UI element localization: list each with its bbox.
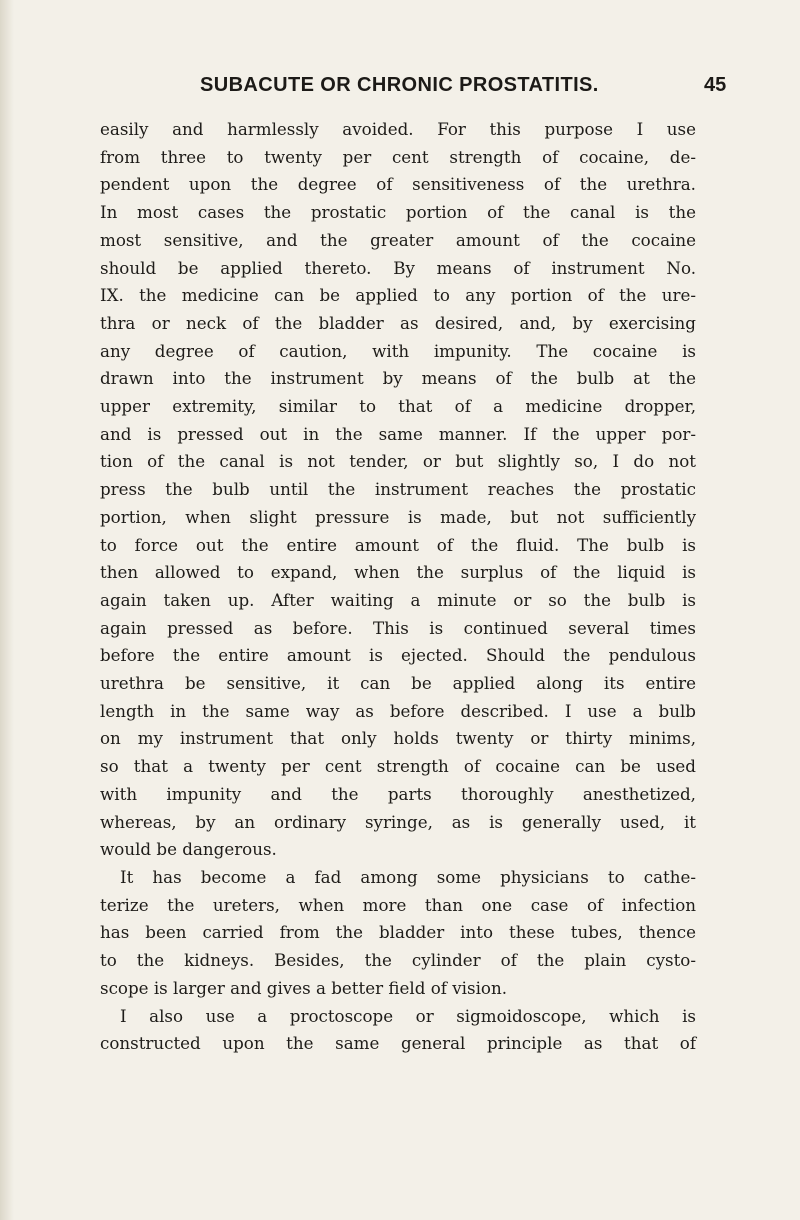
text-line: portion, when slight pressure is made, but not sufficiently [100, 506, 696, 527]
text-line: from three to twenty per cent strength of cocaine, de- [100, 146, 696, 167]
text-line: so that a twenty per cent strength of cocaine can be used [100, 756, 696, 777]
text-line: then allowed to expand, when the surplus of the liquid is [100, 562, 696, 583]
text-line: on my instrument that only holds twenty or thirty minims, [100, 728, 696, 749]
text-line: press the bulb until the instrument reaches the prostatic [100, 479, 696, 500]
text-line: terize the ureters, when more than one case of infection [100, 894, 696, 915]
text-line: to the kidneys. Besides, the cylinder of the plain cysto- [100, 950, 696, 971]
page-gutter-shadow [0, 0, 14, 1220]
text-line: scope is larger and gives a better field of vision. [100, 977, 508, 998]
running-title: SUBACUTE OR CHRONIC PROSTATITIS. [200, 74, 599, 96]
text-line: easily and harmlessly avoided. For this purpose I use [100, 119, 696, 139]
text-line: length in the same way as before described. I use a bulb [100, 700, 696, 721]
paragraph [100, 864, 696, 1003]
text-line: and is pressed out in the same manner. If the upper por- [100, 423, 696, 444]
text-line: has been carried from the bladder into these tubes, thence [100, 922, 696, 943]
text-line: to force out the entire amount of the fluid. The bulb is [100, 534, 696, 555]
paragraph [100, 116, 696, 864]
text-line: whereas, by an ordinary syringe, as is generally used, it [100, 811, 696, 832]
text-line: again taken up. After waiting a minute or so the bulb is [100, 589, 696, 610]
text-line: again pressed as before. This is continued several times [100, 617, 696, 638]
running-header [0, 74, 800, 104]
text-line: should be applied thereto. By means of instrument No. [100, 257, 696, 278]
text-line: tion of the canal is not tender, or but slightly so, I do not [100, 451, 696, 472]
page-number: 45 [704, 74, 727, 96]
paragraph [100, 1003, 696, 1058]
text-line: before the entire amount is ejected. Should the pendulous [100, 645, 696, 666]
text-line: urethra be sensitive, it can be applied along its entire [100, 673, 696, 694]
text-line: drawn into the instrument by means of the bulb at the [100, 368, 696, 389]
text-line: IX. the medicine can be applied to any portion of the ure- [100, 285, 696, 306]
text-line: pendent upon the degree of sensitiveness of the urethra. [100, 174, 696, 195]
body-text [100, 116, 696, 1058]
text-line: It has become a fad among some physicians to cathe- [120, 866, 696, 887]
text-line: thra or neck of the bladder as desired, and, by exercising [100, 312, 696, 333]
text-line: constructed upon the same general principle as that of [100, 1033, 696, 1054]
text-line: upper extremity, similar to that of a medicine dropper, [100, 396, 696, 417]
text-line: any degree of caution, with impunity. The cocaine is [100, 340, 696, 361]
text-line: would be dangerous. [100, 839, 277, 860]
text-line: I also use a proctoscope or sigmoidoscope, which is [120, 1005, 696, 1026]
text-line: In most cases the prostatic portion of the canal is the [100, 202, 696, 223]
text-line: most sensitive, and the greater amount of the cocaine [100, 229, 696, 250]
text-line: with impunity and the parts thoroughly anesthetized, [100, 783, 696, 804]
